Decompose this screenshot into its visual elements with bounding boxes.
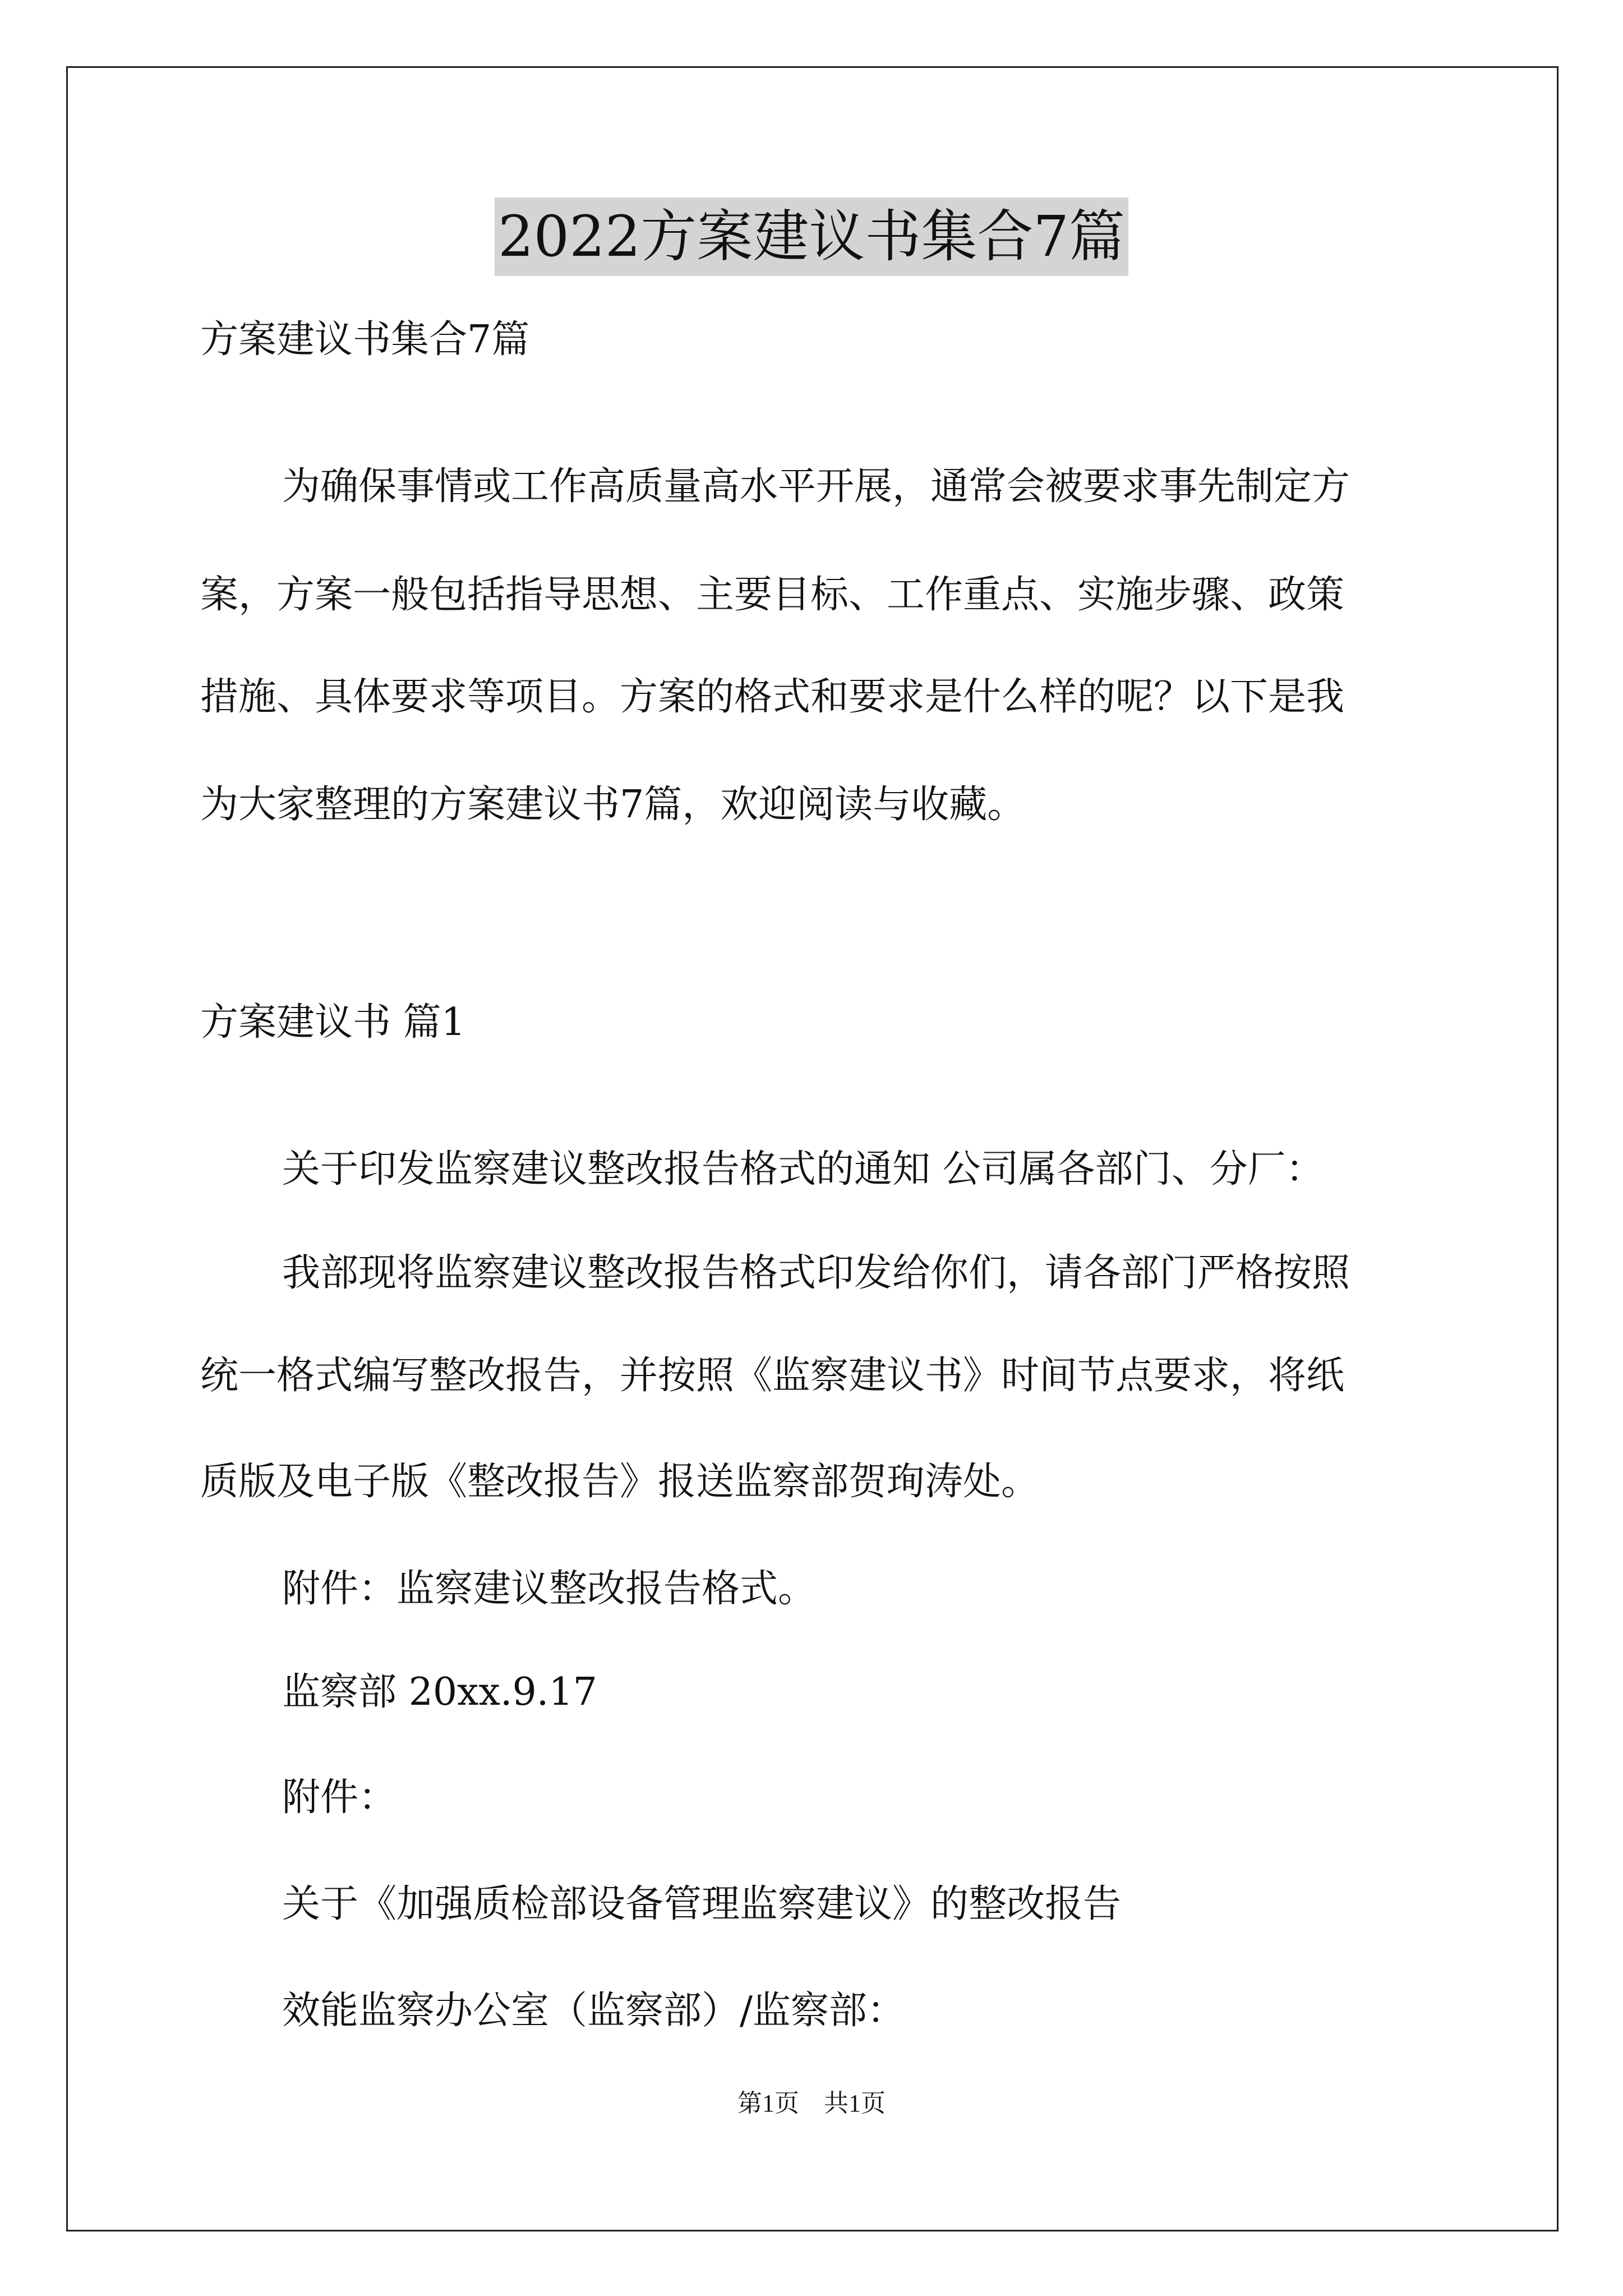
intro-line-2: 案，方案一般包括指导思想、主要目标、工作重点、实施步骤、政策 [200,573,1345,617]
intro-line-3: 措施、具体要求等项目。方案的格式和要求是什么样的呢？以下是我 [200,675,1345,719]
intro-line-4: 为大家整理的方案建议书7篇，欢迎阅读与收藏。 [200,783,1026,827]
body-line-3: 质版及电子版《整改报告》报送监察部贺珣涛处。 [200,1460,1040,1504]
signature-line: 监察部 20xx.9.17 [282,1670,597,1714]
body-line-1: 我部现将监察建议整改报告格式印发给你们，请各部门严格按照 [282,1251,1350,1295]
document-subtitle: 方案建议书集合7篇 [200,318,530,362]
document-title-text: 2022方案建议书集合7篇 [495,197,1128,276]
attachment-label: 附件： [282,1775,397,1820]
intro-line-1: 为确保事情或工作高质量高水平开展，通常会被要求事先制定方 [282,464,1350,509]
section-heading: 方案建议书 篇1 [200,1000,465,1045]
page-footer: 第1页 共1页 [737,2090,886,2117]
report-title: 关于《加强质检部设备管理监察建议》的整改报告 [282,1882,1122,1926]
notice-line: 关于印发监察建议整改报告格式的通知 公司属各部门、分厂： [282,1147,1324,1191]
body-line-2: 统一格式编写整改报告，并按照《监察建议书》时间节点要求，将纸 [200,1354,1345,1398]
document-title [0,197,1623,276]
addressee-line: 效能监察办公室（监察部）/监察部： [282,1989,905,2033]
attachment-note: 附件：监察建议整改报告格式。 [282,1567,817,1611]
